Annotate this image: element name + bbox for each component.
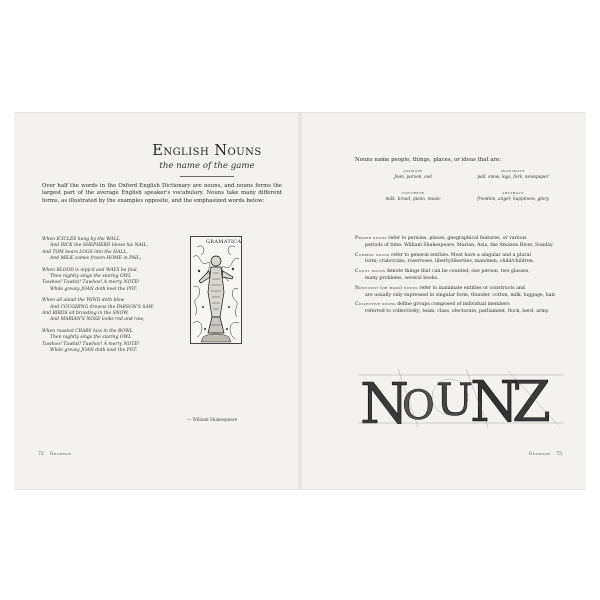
definition-examples: referred to collectively; team, class, electorate, parliament, flock, herd, army. xyxy=(365,309,550,315)
definition-text: refer to persons, places, geographical features, or various xyxy=(386,236,527,241)
definition-proper xyxy=(355,236,567,250)
poem-line: And TOM bears LOGS into the HALL, xyxy=(42,249,128,255)
category-heading: animate xyxy=(403,169,423,174)
definition-text: refer to inanimate entities or constructs and xyxy=(417,285,525,291)
page-title: English Nouns xyxy=(152,143,262,159)
poem-line: And BIRDS sit brooding in the SNOW, xyxy=(42,311,129,317)
definition-term: Collective nouns xyxy=(355,302,396,308)
poem xyxy=(42,237,192,360)
poem-line: And MILK comes frozen HOME in PAIL; xyxy=(50,256,142,262)
category-examples: freedom, anger, happiness, glory xyxy=(477,197,549,202)
nouns-letter-art xyxy=(358,365,566,429)
right-intro: Nouns name people, things, places, or ideas that are: xyxy=(355,157,502,163)
art-letter-o: O xyxy=(402,383,435,429)
woodcut-illustration xyxy=(190,236,242,344)
definition-text: refer to general entities. Most have a singular and a plural xyxy=(389,252,531,258)
category-heading: concrete xyxy=(401,191,425,196)
category-abstract xyxy=(468,191,558,202)
woodcut-label: GRAMATICA xyxy=(206,239,242,245)
definition-term: Proper nouns xyxy=(355,236,387,241)
poem-stanza xyxy=(42,237,192,263)
category-heading: abstract xyxy=(502,191,524,196)
poem-line: And COUGHING drowns the PARSON'S SAW, xyxy=(50,304,154,310)
definition-term: Count nouns xyxy=(355,269,386,275)
art-letter-n2: N xyxy=(470,370,519,429)
intro-paragraph: Over half the words in the Oxford English Dictionary are nouns, and nouns forms the largest part of the average English speaker's vocabulary. Nouns take many different forms, as illustrated by the examples opposite, and the emphasized words below: xyxy=(42,183,282,204)
definition-collective xyxy=(355,302,567,316)
poem-line: When BLOOD is nipp'd and WAYS be foul, xyxy=(42,267,139,273)
poem-line: And DICK the SHEPHERD blows his NAIL, xyxy=(50,243,148,249)
poem-stanza xyxy=(42,298,192,324)
definition-examples: many problems, several books. xyxy=(365,275,439,281)
title-rule xyxy=(180,176,234,177)
running-footer: Grammar xyxy=(528,452,551,457)
definition-examples: are usually only expressed in singular form; thunder, cotton, milk, luggage, hair. xyxy=(365,292,557,298)
poem-line: While greasy JOAN doth keel the POT. xyxy=(50,348,138,354)
definition-count xyxy=(355,269,567,283)
book-spread xyxy=(14,112,586,490)
art-letter-u: U xyxy=(436,375,474,426)
definition-term: Noncount (or mass) nouns xyxy=(355,285,418,291)
category-concrete xyxy=(368,191,458,202)
definition-examples: form; crab/crabs, rose/roses, liberty/liberties, man/men, child/children. xyxy=(365,259,535,265)
definition-text: define groups composed of individual members xyxy=(395,302,510,308)
page-footer-right xyxy=(529,452,562,457)
page-subtitle: the name of the game xyxy=(159,161,255,171)
poem-line: When all aloud the WIND doth blow xyxy=(42,298,125,304)
definition-text: denote things that can be counted; one person, two glasses, xyxy=(385,269,530,275)
poem-stanza xyxy=(42,329,192,355)
category-examples: Joan, parson, owl xyxy=(394,175,432,180)
poem-line: And MARIAN'S NOSE looks red and raw; xyxy=(50,317,145,323)
poem-line: When roasted CRABS hiss in the BOWL xyxy=(42,328,133,334)
poem-line: Tuwhoo! Tuwhit! Tuwhoo! A merry NOTE! xyxy=(42,341,140,347)
running-footer: Grammar xyxy=(49,452,72,457)
page-number: 73 xyxy=(556,452,562,457)
poem-attribution: — William Shakespeare xyxy=(187,417,238,422)
poem-line: Then nightly sings the staring OWL xyxy=(50,274,132,280)
poem-line: Tuwhoo! Tuwhit! Tuwhoo! A merry NOTE! xyxy=(42,280,140,286)
category-heading: inanimate xyxy=(500,169,526,174)
category-inanimate xyxy=(468,169,558,180)
category-examples: pail, snow, logs, fork, newspaper xyxy=(477,175,549,180)
poem-stanza xyxy=(42,268,192,294)
right-page xyxy=(300,113,586,489)
category-examples: milk, bread, piano, music xyxy=(385,197,441,202)
grammar-figure-engraving xyxy=(191,237,241,343)
left-page xyxy=(14,113,300,489)
poem-line: When ICICLES hang by the WALL xyxy=(42,237,120,242)
poem-line: While greasy JOAN doth keel the POT. xyxy=(50,286,138,292)
page-number: 72 xyxy=(38,452,44,457)
category-animate xyxy=(368,169,458,180)
noun-definitions xyxy=(355,236,567,319)
poem-line: Then nightly sings the staring OWL xyxy=(50,335,132,341)
art-letter-n: N xyxy=(360,372,409,429)
definition-noncount xyxy=(355,286,567,300)
page-footer-left xyxy=(38,452,71,457)
art-letter-z: Z xyxy=(512,370,551,429)
definition-common xyxy=(355,253,567,267)
definition-term: Common nouns xyxy=(355,252,390,258)
definition-examples: periods of time: William Shakespeare, Marian, Asia, the Amazon River, Sunday. xyxy=(365,242,554,248)
